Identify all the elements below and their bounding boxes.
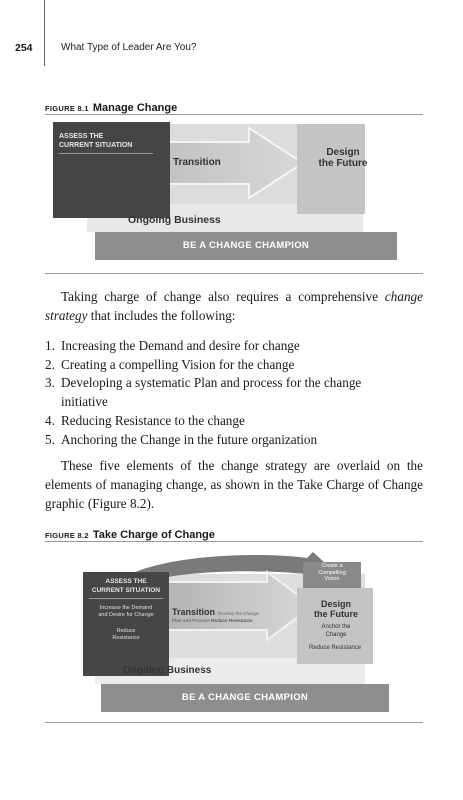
figure-8-1-diagram — [45, 120, 423, 272]
page-number: 254 — [15, 42, 33, 54]
be-a-change-champion-label: BE A CHANGE CHAMPION — [181, 692, 309, 703]
assess-divider — [59, 153, 153, 154]
list-item-number: 1. — [45, 338, 55, 353]
list-item — [45, 356, 425, 375]
reduce-resistance-left-label: Reduce Resistance — [112, 628, 140, 641]
ongoing-business-label: Ongoing Business — [128, 214, 221, 226]
change-strategy-emphasis: change strategy — [45, 289, 423, 323]
transition-text: Transition — [172, 607, 216, 617]
design-the-future-label: Design the Future — [318, 147, 368, 169]
develop-change-text: Develop the Change — [218, 611, 260, 616]
list-item-number: 4. — [45, 412, 55, 428]
transition-label: Transition — [173, 157, 221, 168]
anchor-the-change-label: Anchor the Change — [321, 624, 351, 638]
assess-current-situation-label: ASSESS THE CURRENT SITUATION — [91, 578, 161, 594]
list-item-text: Developing a systematic Plan and process for the change initiative — [61, 375, 362, 410]
list-item — [45, 337, 425, 356]
list-item-text: Anchoring the Change in the future organization — [61, 431, 318, 447]
figure-8-1-number: FIGURE 8.1 — [45, 104, 89, 113]
plan-process-label — [172, 619, 253, 624]
design-the-future-label: Design the Future — [314, 599, 358, 619]
paragraph-overlay: These five elements of the change strategy are overlaid on the elements of managing change, as shown in the Take Charge of Change graphic (Figure 8.2). — [45, 458, 423, 511]
figure-8-2-title: Take Charge of Change — [92, 529, 215, 541]
paragraph-1-end: that includes the following: — [87, 308, 236, 323]
running-head: What Type of Leader Are You? — [61, 42, 197, 53]
figure-8-1-bottom-rule — [45, 273, 423, 274]
list-item-text: Reducing Resistance to the change — [61, 412, 245, 428]
reduce-resistance-right-label: Reduce Resistance — [308, 645, 362, 651]
figure-8-2-diagram — [45, 552, 423, 720]
ongoing-business-label: Ongoing Business — [123, 665, 212, 676]
increase-demand-label: Increase the Demand and Desire for Change — [98, 605, 154, 618]
paragraph-1-start: Taking charge of change also requires a comprehensive — [61, 289, 385, 304]
assess-current-situation-label: ASSESS THE CURRENT SITUATION — [59, 133, 133, 149]
figure-8-2-top-rule — [45, 541, 423, 542]
assess-divider — [89, 598, 163, 599]
figure-8-2-number: FIGURE 8.2 — [45, 531, 89, 540]
list-item — [45, 412, 425, 431]
figure-8-1-title: Manage Change — [92, 102, 178, 114]
transition-label — [172, 607, 259, 617]
change-strategy-list — [45, 337, 425, 449]
list-item-number: 2. — [45, 356, 55, 372]
list-item-number: 5. — [45, 431, 55, 447]
list-item-text: Creating a compelling Vision for the change — [61, 356, 295, 372]
create-compelling-vision-label: Create a Compelling Vision — [318, 563, 346, 582]
list-item — [45, 431, 425, 450]
list-item — [45, 374, 400, 411]
header-divider — [44, 0, 45, 66]
list-item-text: Increasing the Demand and desire for change — [61, 338, 300, 353]
figure-8-2-bottom-rule — [45, 722, 423, 723]
plan-process-text: Plan and Process — [172, 619, 210, 624]
figure-8-1-top-rule — [45, 114, 423, 115]
list-item-number: 3. — [45, 375, 55, 391]
reduce-resistance-middle-text: Reduce Resistance — [210, 619, 253, 624]
be-a-change-champion-label: BE A CHANGE CHAMPION — [182, 240, 310, 251]
paragraph-change-strategy — [45, 287, 423, 325]
